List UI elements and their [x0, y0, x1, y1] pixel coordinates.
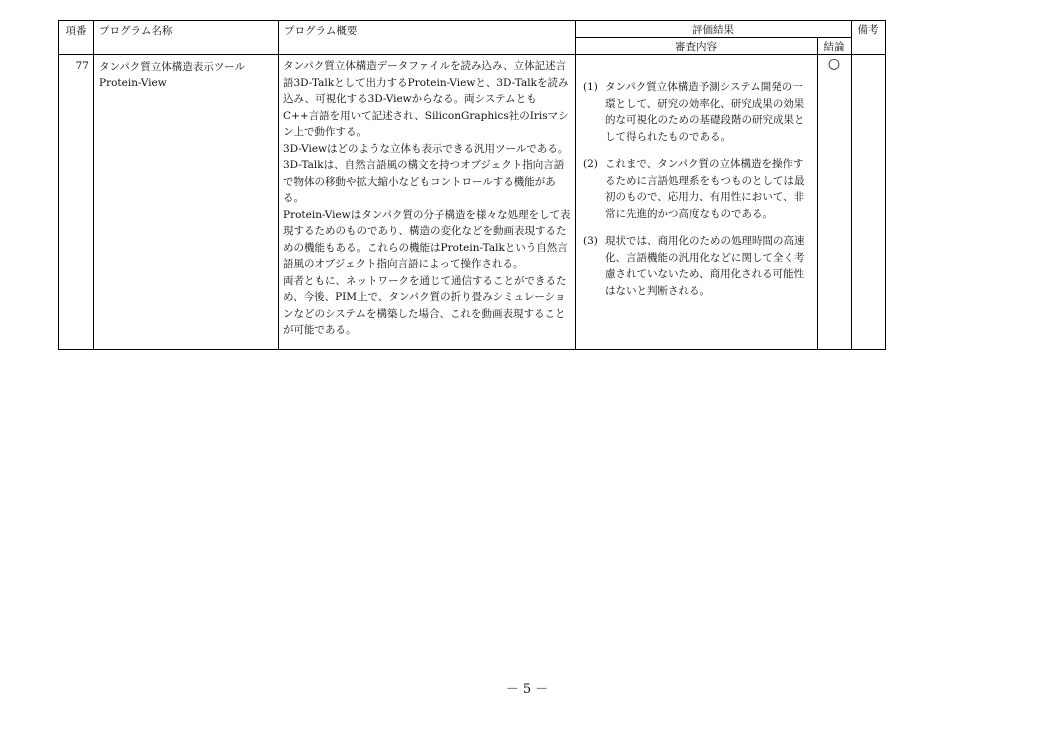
header-review-content: 審査内容 — [675, 41, 717, 53]
summary-paragraph: タンパク質立体構造データファイルを読み込み、立体記述言語3D-Talkとして出力するProtein-Viewと、3D-Talkを読み込み、可視化する3D-Viewからなる。両システムともC++言語を用いて記述され、SiliconGraphics社のIrisマシン上で動作する。 — [283, 60, 569, 138]
review-item — [583, 79, 813, 145]
review-content — [583, 79, 813, 310]
page-number: － 5 － — [505, 682, 549, 697]
header-evaluation-result: 評価結果 — [692, 24, 734, 36]
summary-paragraph: Protein-Viewはタンパク質の分子構造を様々な処理をして表現するためのものであり、構造の変化などを動画表現するための機能もある。これらの機能はProtein-Talkという自然言語風のオブジェクト指向言語によって操作される。 — [283, 208, 571, 270]
summary-paragraph: 両者ともに、ネットワークを通じて通信することができるため、今後、PIM上で、タンパク質の折り畳みシミュレーションなどのシステムを構築した場合、これを動画表現することが可能である。 — [283, 274, 567, 336]
review-item — [583, 233, 813, 299]
evaluation-table — [58, 20, 886, 350]
review-item-number: (3) — [583, 235, 598, 247]
row-divider — [59, 54, 885, 55]
program-name-japanese: タンパク質立体構造表示ツール — [99, 61, 246, 73]
column-divider — [851, 21, 852, 349]
column-divider — [575, 21, 576, 349]
column-divider — [93, 21, 94, 349]
review-item — [583, 156, 813, 222]
review-item-text: これまで、タンパク質の立体構造を操作するために言語処理系をもつものとしては最初のもので、応用力、有用性において、非常に先進的かつ高度なものである。 — [605, 158, 805, 220]
column-divider — [817, 38, 818, 349]
header-no: 項番 — [65, 25, 87, 37]
header-conclusion: 結論 — [823, 41, 845, 53]
review-item-text: タンパク質立体構造予測システム開発の一環として、研究の効率化、研究成果の効果的な可視化のための基礎段階の研究成果として得られたものである。 — [605, 81, 805, 143]
header-remarks: 備考 — [857, 24, 879, 36]
review-item-text: 現状では、商用化のための処理時間の高速化、言語機能の汎用化などに関して全く考慮されていないため、商用化される可能性はないと判断される。 — [605, 235, 805, 297]
program-name — [99, 59, 275, 91]
row-divider — [575, 37, 851, 38]
program-name-english: Protein-View — [99, 77, 167, 89]
summary-paragraph: 3D-Viewはどのような立体も表示できる汎用ツールである。3D-Talkは、自然言語風の構文を持つオブジェクト指向言語で物体の移動や拡大縮小などもコントロールする機能がある。 — [283, 142, 569, 204]
header-program-summary: プログラム概要 — [284, 25, 358, 37]
row-number: 77 — [75, 60, 89, 72]
program-summary — [283, 58, 571, 339]
review-item-number: (2) — [583, 158, 598, 170]
conclusion-mark: ○ — [827, 56, 841, 72]
review-item-number: (1) — [583, 81, 598, 93]
header-program-name: プログラム名称 — [99, 25, 173, 37]
column-divider — [278, 21, 279, 349]
